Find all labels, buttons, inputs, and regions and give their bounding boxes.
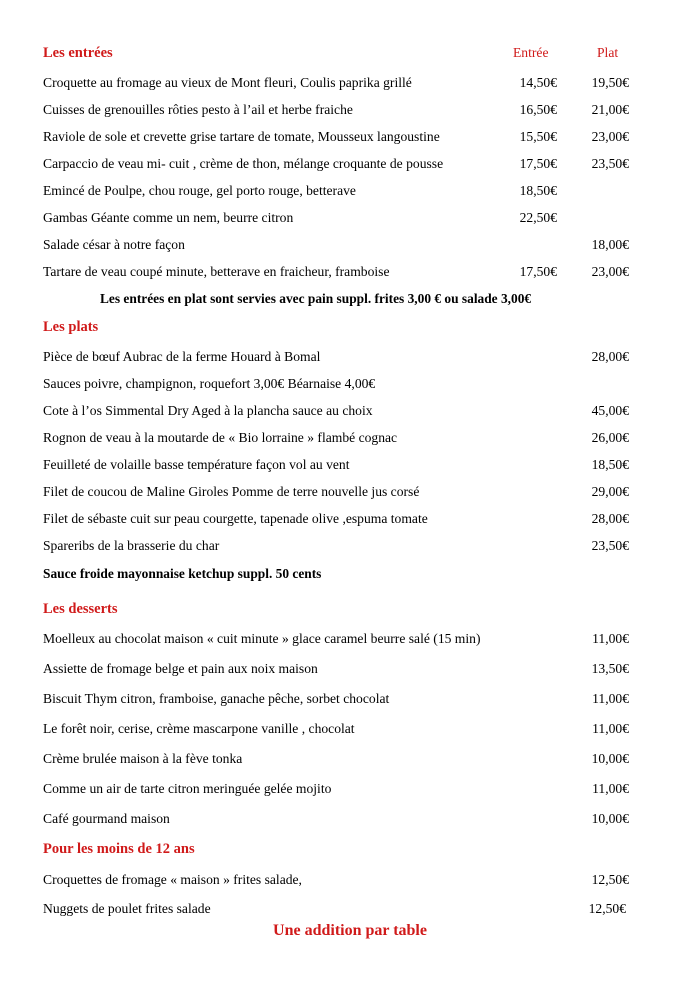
item-name: Raviole de sole et crevette grise tartare de tomate, Mousseux langoustine [43,129,440,144]
menu-item [43,900,643,918]
item-name: Carpaccio de veau mi- cuit , crème de thon, mélange croquante de pousse [43,156,444,171]
menu-item [43,74,643,92]
menu-item [43,690,643,708]
item-price: 29,00€ [591,484,629,499]
menu-item [43,348,643,366]
item-name: Cuisses de grenouilles rôties pesto à l’ail et herbe fraiche [43,102,353,117]
item-name: Cote à l’os Simmental Dry Aged à la plancha sauce au choix [43,403,373,418]
item-name: Emincé de Poulpe, chou rouge, gel porto rouge, betterave [43,183,356,198]
column-header-entree: Entrée [513,45,549,60]
item-price: 45,00€ [591,403,629,418]
item-name: Pièce de bœuf Aubrac de la ferme Houard à Bomal [43,349,321,364]
menu-item [43,871,643,889]
item-name: Sauces poivre, champignon, roquefort 3,00€ Béarnaise 4,00€ [43,376,376,391]
item-price-plat: 23,00€ [591,129,629,144]
item-price: 28,00€ [591,349,629,364]
item-price-entree: 14,50€ [519,75,557,90]
item-price-entree: 17,50€ [519,156,557,171]
item-name: Biscuit Thym citron, framboise, ganache pêche, sorbet chocolat [43,691,390,706]
item-price-entree: 22,50€ [519,210,557,225]
item-price: 10,00€ [591,751,629,766]
item-price: 12,50€ [591,872,629,887]
menu-item [43,236,643,254]
item-price-plat: 18,00€ [591,237,629,252]
item-name: Feuilleté de volaille basse température façon vol au vent [43,457,350,472]
item-price: 11,00€ [592,781,629,796]
menu-item [43,510,643,528]
menu-item [43,630,643,648]
menu-item [43,263,643,281]
item-name: Croquettes de fromage « maison » frites salade, [43,872,302,887]
item-price: 10,00€ [591,811,629,826]
menu-item [43,182,643,200]
item-name: Crème brulée maison à la fève tonka [43,751,243,766]
menu-item [43,402,643,420]
menu-item [43,750,643,768]
item-price: 11,00€ [592,721,629,736]
item-name: Gambas Géante comme un nem, beurre citron [43,210,294,225]
section-title-desserts: Les desserts [43,601,118,617]
menu-item [43,660,643,678]
item-price: 26,00€ [591,430,629,445]
item-price-entree: 15,50€ [519,129,557,144]
item-name: Tartare de veau coupé minute, betterave en fraicheur, framboise [43,264,390,279]
item-price-plat: 23,00€ [591,264,629,279]
column-header-plat: Plat [597,45,619,60]
item-name: Nuggets de poulet frites salade [43,901,211,916]
item-price-plat: 21,00€ [591,102,629,117]
section-title-plats: Les plats [43,319,99,335]
section-title-entrees: Les entrées [43,45,113,61]
item-price: 12,50€ [588,901,626,916]
item-name: Comme un air de tarte citron meringuée gelée mojito [43,781,332,796]
item-price-entree: 17,50€ [519,264,557,279]
menu-item [43,456,643,474]
section-title-enfants: Pour les moins de 12 ans [43,841,195,857]
item-price: 23,50€ [591,538,629,553]
item-price-plat: 19,50€ [591,75,629,90]
menu-item [43,429,643,447]
menu-item [43,537,643,555]
item-name: Rognon de veau à la moutarde de « Bio lorraine » flambé cognac [43,430,398,445]
menu-item [43,128,643,146]
item-name: Café gourmand maison [43,811,170,826]
menu-item [43,209,643,227]
menu-item [43,375,643,393]
item-price-entree: 18,50€ [519,183,557,198]
item-name: Moelleux au chocolat maison « cuit minute » glace caramel beurre salé (15 min) [43,631,481,646]
menu-item [43,155,643,173]
item-name: Salade césar à notre façon [43,237,185,252]
item-name: Filet de sébaste cuit sur peau courgette, tapenade olive ,espuma tomate [43,511,428,526]
menu-item [43,101,643,119]
plats-note: Sauce froide mayonnaise ketchup suppl. 50 cents [43,566,322,581]
item-price-entree: 16,50€ [519,102,557,117]
item-name: Assiette de fromage belge et pain aux noix maison [43,661,318,676]
item-name: Filet de coucou de Maline Giroles Pomme de terre nouvelle jus corsé [43,484,420,499]
item-price: 13,50€ [591,661,629,676]
menu-item [43,720,643,738]
item-price: 28,00€ [591,511,629,526]
item-price: 11,00€ [592,631,629,646]
item-price-plat: 23,50€ [591,156,629,171]
item-name: Le forêt noir, cerise, crème mascarpone vanille , chocolat [43,721,355,736]
menu-item [43,780,643,798]
item-price: 18,50€ [591,457,629,472]
item-price: 11,00€ [592,691,629,706]
footer-note: Une addition par table [273,922,427,939]
item-name: Croquette au fromage au vieux de Mont fleuri, Coulis paprika grillé [43,75,412,90]
menu-item [43,810,643,828]
menu-item [43,483,643,501]
item-name: Spareribs de la brasserie du char [43,538,220,553]
entrees-note: Les entrées en plat sont servies avec pain suppl. frites 3,00 € ou salade 3,00€ [100,291,532,306]
